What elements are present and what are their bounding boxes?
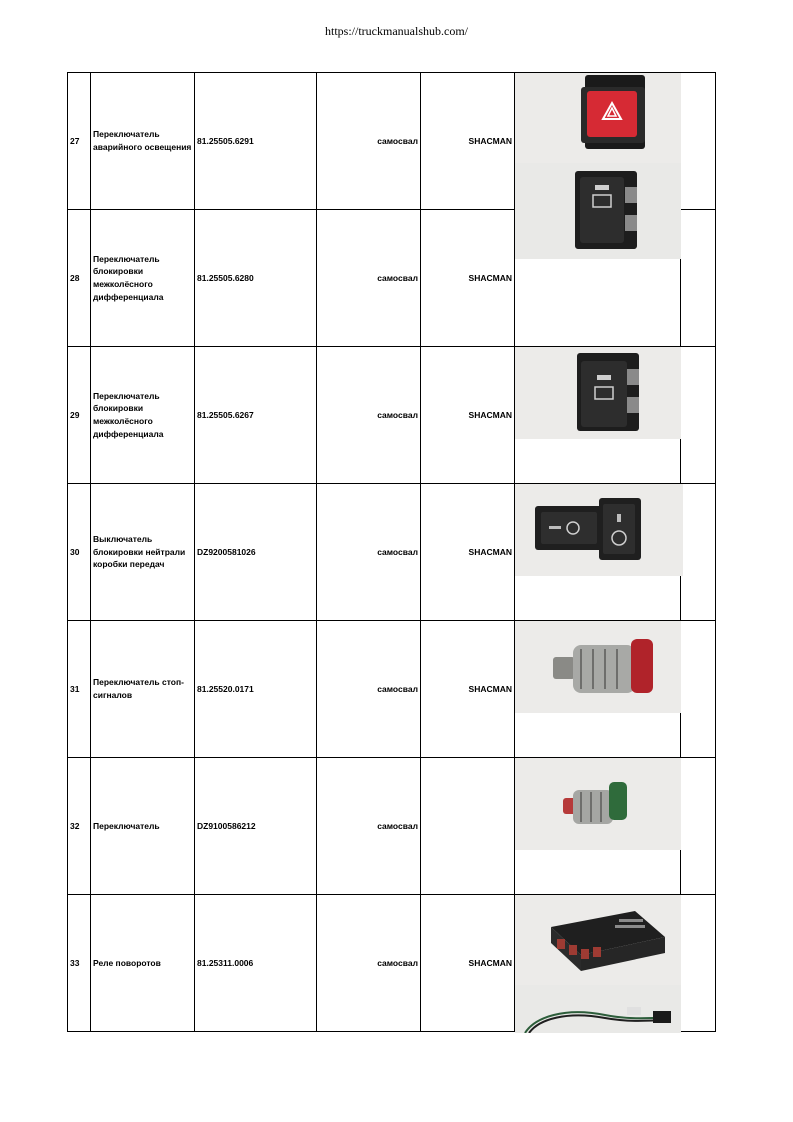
- flasher-relay-photo: [515, 895, 681, 987]
- table-row: [68, 484, 716, 621]
- photo-cell: [515, 484, 681, 621]
- brand: SHACMAN: [421, 484, 515, 621]
- part-code: DZ9100586212: [195, 758, 317, 895]
- vehicle-type: самосвал: [317, 73, 421, 210]
- photo-cell: [515, 895, 681, 1032]
- row-number: 32: [68, 758, 91, 895]
- table-row: [68, 621, 716, 758]
- brand: SHACMAN: [421, 73, 515, 210]
- photo-cell: [515, 347, 681, 484]
- photo-cell: [515, 758, 681, 895]
- pressure-switch-red-photo: [515, 621, 681, 713]
- row-number: 27: [68, 73, 91, 210]
- vehicle-type: самосвал: [317, 621, 421, 758]
- row-number: 31: [68, 621, 91, 758]
- brand: SHACMAN: [421, 621, 515, 758]
- table-row: [68, 895, 716, 1032]
- rocker-switch-photo: [515, 347, 681, 439]
- rocker-switch-photo: [515, 163, 681, 259]
- brand: [421, 758, 515, 895]
- table-row: [68, 73, 716, 210]
- part-code: DZ9200581026: [195, 484, 317, 621]
- brand: SHACMAN: [421, 347, 515, 484]
- part-name: Переключатель аварийного освещения: [91, 73, 195, 210]
- hazard-switch-photo: [515, 73, 681, 165]
- part-code: 81.25505.6291: [195, 73, 317, 210]
- part-name: Реле поворотов: [91, 895, 195, 1032]
- vehicle-type: самосвал: [317, 484, 421, 621]
- part-code: 81.25520.0171: [195, 621, 317, 758]
- vehicle-type: самосвал: [317, 895, 421, 1032]
- brand: SHACMAN: [421, 210, 515, 347]
- photo-cell: [515, 73, 681, 210]
- table-row: [68, 758, 716, 895]
- row-number: 30: [68, 484, 91, 621]
- photo-cell: [515, 621, 681, 758]
- table-row: [68, 347, 716, 484]
- part-code: 81.25505.6280: [195, 210, 317, 347]
- relay-wiring-photo: [515, 985, 681, 1033]
- part-name: Переключатель блокировки межколёсного дифференциала: [91, 347, 195, 484]
- brand: SHACMAN: [421, 895, 515, 1032]
- neutral-lock-switches-photo: [515, 484, 683, 576]
- part-name: Выключатель блокировки нейтрали коробки передач: [91, 484, 195, 621]
- row-number: 28: [68, 210, 91, 347]
- part-name: Переключатель стоп-сигналов: [91, 621, 195, 758]
- row-number: 33: [68, 895, 91, 1032]
- vehicle-type: самосвал: [317, 210, 421, 347]
- parts-table: [67, 72, 716, 1032]
- pressure-switch-green-photo: [515, 758, 681, 850]
- row-number: 29: [68, 347, 91, 484]
- part-code: 81.25505.6267: [195, 347, 317, 484]
- part-code: 81.25311.0006: [195, 895, 317, 1032]
- site-url: https://truckmanualshub.com/: [325, 24, 468, 38]
- vehicle-type: самосвал: [317, 758, 421, 895]
- part-name: Переключатель блокировки межколёсного дифференциала: [91, 210, 195, 347]
- part-name: Переключатель: [91, 758, 195, 895]
- vehicle-type: самосвал: [317, 347, 421, 484]
